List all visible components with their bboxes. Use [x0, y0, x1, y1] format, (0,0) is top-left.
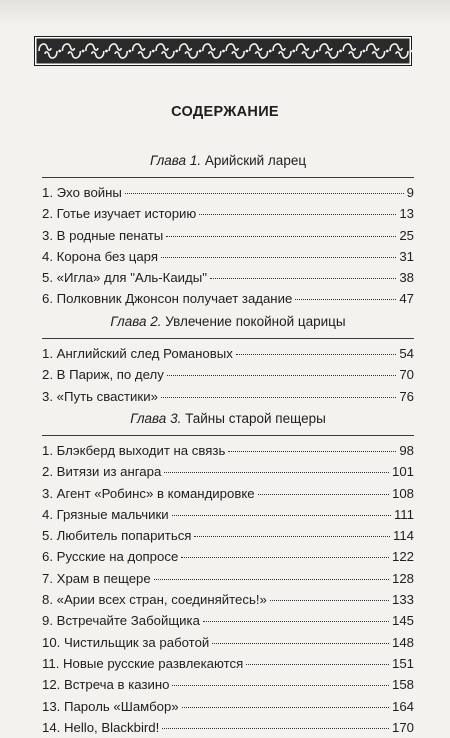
entry-title: 12. Встреча в казино: [42, 677, 170, 693]
chapter-name: Арийский ларец: [204, 153, 307, 168]
dot-leader: [210, 278, 396, 279]
chapter-2-section: [42, 311, 414, 407]
toc-entry: [42, 610, 414, 631]
toc-entry: [42, 589, 414, 610]
entry-page: 47: [399, 291, 414, 307]
toc-entry: [42, 525, 414, 546]
toc-entry: [42, 225, 414, 246]
toc-entry: [42, 696, 414, 717]
entry-title: 1. Блэкберд выходит на связь: [42, 443, 226, 458]
entry-title: 11. Новые русские развлекаются: [42, 655, 244, 671]
dot-leader: [172, 515, 391, 516]
chapter-label: Глава 1.: [149, 153, 202, 168]
chapter-label: Глава 2.: [110, 314, 162, 329]
entry-title: 3. «Путь свастики»: [42, 388, 158, 404]
dot-leader: [270, 600, 389, 601]
dot-leader: [166, 236, 396, 237]
dot-leader: [161, 257, 396, 258]
entry-page: 158: [391, 677, 414, 693]
toc-entry: [42, 288, 414, 309]
ornamental-border: [34, 36, 412, 66]
top-bleed-strip: [0, 0, 450, 22]
entry-title: 1. Английский след Романовых: [42, 346, 233, 361]
entry-page: 164: [391, 698, 414, 714]
dot-leader: [161, 397, 396, 398]
entry-title: 5. Любитель попариться: [42, 528, 192, 544]
entry-title: 13. Пароль «Шамбор»: [42, 698, 179, 714]
chapter-heading: [42, 408, 414, 430]
entry-title: 1. Эхо войны: [42, 185, 122, 200]
toc-entry: [42, 203, 414, 224]
dot-leader: [167, 375, 397, 376]
entry-page: 128: [391, 570, 414, 586]
chapter-heading: [42, 311, 414, 333]
toc-entry: [42, 461, 414, 482]
entry-page: 13: [399, 206, 414, 222]
divider: [42, 435, 414, 436]
dot-leader: [182, 707, 389, 708]
entry-title: 10. Чистильщик за работой: [42, 634, 210, 650]
toc-entry: [42, 440, 414, 461]
entry-title: 2. Витязи из ангара: [42, 464, 162, 480]
chapter-1-section: [42, 150, 414, 310]
entry-page: 31: [399, 248, 414, 264]
chapter-name: Увлечение покойной царицы: [165, 314, 346, 329]
dot-leader: [181, 557, 389, 558]
toc-entry: [42, 504, 414, 525]
toc-entry: [42, 632, 414, 653]
entry-title: 5. «Игла» для "Аль-Каиды": [42, 270, 207, 286]
toc-entry: [42, 364, 414, 385]
entry-title: 8. «Арии всех стран, соединяйтесь!»: [42, 592, 267, 608]
entry-page: 122: [391, 549, 414, 565]
entry-page: 145: [391, 613, 414, 629]
chapter-heading: [42, 150, 414, 172]
entry-title: 9. Встречайте Забойщика: [42, 613, 200, 629]
entry-title: 3. Агент «Робинс» в командировке: [42, 485, 255, 501]
dot-leader: [162, 728, 389, 729]
entry-page: 54: [399, 346, 414, 361]
entry-page: 38: [399, 270, 414, 286]
chapter-label: Глава 3.: [130, 411, 182, 426]
entry-title: 6. Русские на допросе: [42, 549, 179, 565]
dot-leader: [199, 214, 396, 215]
entry-title: 2. Готье изучает историю: [42, 206, 197, 222]
entry-page: 76: [399, 388, 414, 404]
entry-page: 114: [392, 528, 414, 544]
toc-entry: [42, 182, 414, 203]
dot-leader: [295, 299, 396, 300]
toc-entry: [42, 653, 414, 674]
dot-leader: [258, 494, 389, 495]
entry-page: 70: [399, 367, 414, 383]
entry-title: 3. В родные пенаты: [42, 227, 164, 243]
entry-page: 148: [391, 634, 414, 650]
dot-leader: [203, 621, 389, 622]
entry-page: 9: [406, 185, 414, 200]
entry-page: 133: [391, 592, 414, 608]
chapter-name: Тайны старой пещеры: [185, 411, 326, 426]
toc-entry: [42, 483, 414, 504]
toc-entry: [42, 246, 414, 267]
entry-page: 98: [399, 443, 414, 458]
chapter-3-section: [42, 408, 414, 738]
entry-page: 108: [391, 485, 414, 501]
entry-page: 111: [393, 506, 414, 522]
entry-title: 14. Hello, Blackbird!: [42, 719, 160, 735]
entry-title: 4. Корона без царя: [42, 248, 159, 264]
dot-leader: [212, 643, 389, 644]
toc-entry: [42, 717, 414, 738]
toc-entry: [42, 568, 414, 589]
dot-leader: [164, 472, 389, 473]
dot-leader: [246, 664, 389, 665]
toc-entry: [42, 343, 414, 364]
toc-entry: [42, 386, 414, 407]
entry-title: 2. В Париж, по делу: [42, 367, 164, 383]
dot-leader: [194, 536, 390, 537]
entry-title: 4. Грязные мальчики: [42, 506, 169, 522]
toc-entry: [42, 267, 414, 288]
page-title: СОДЕРЖАНИЕ: [171, 104, 279, 120]
dot-leader: [154, 579, 389, 580]
entry-title: 6. Полковник Джонсон получает задание: [42, 291, 293, 307]
dot-leader: [236, 354, 397, 355]
toc-entry: [42, 674, 414, 695]
entry-page: 170: [391, 719, 414, 735]
entry-page: 25: [399, 227, 414, 243]
entry-page: 151: [391, 655, 414, 671]
toc-entry: [42, 546, 414, 567]
dot-leader: [228, 451, 396, 452]
divider: [42, 338, 414, 339]
dot-leader: [125, 193, 404, 194]
entry-title: 7. Храм в пещере: [42, 570, 151, 586]
divider: [42, 177, 414, 178]
entry-page: 101: [391, 464, 414, 480]
dot-leader: [172, 685, 389, 686]
